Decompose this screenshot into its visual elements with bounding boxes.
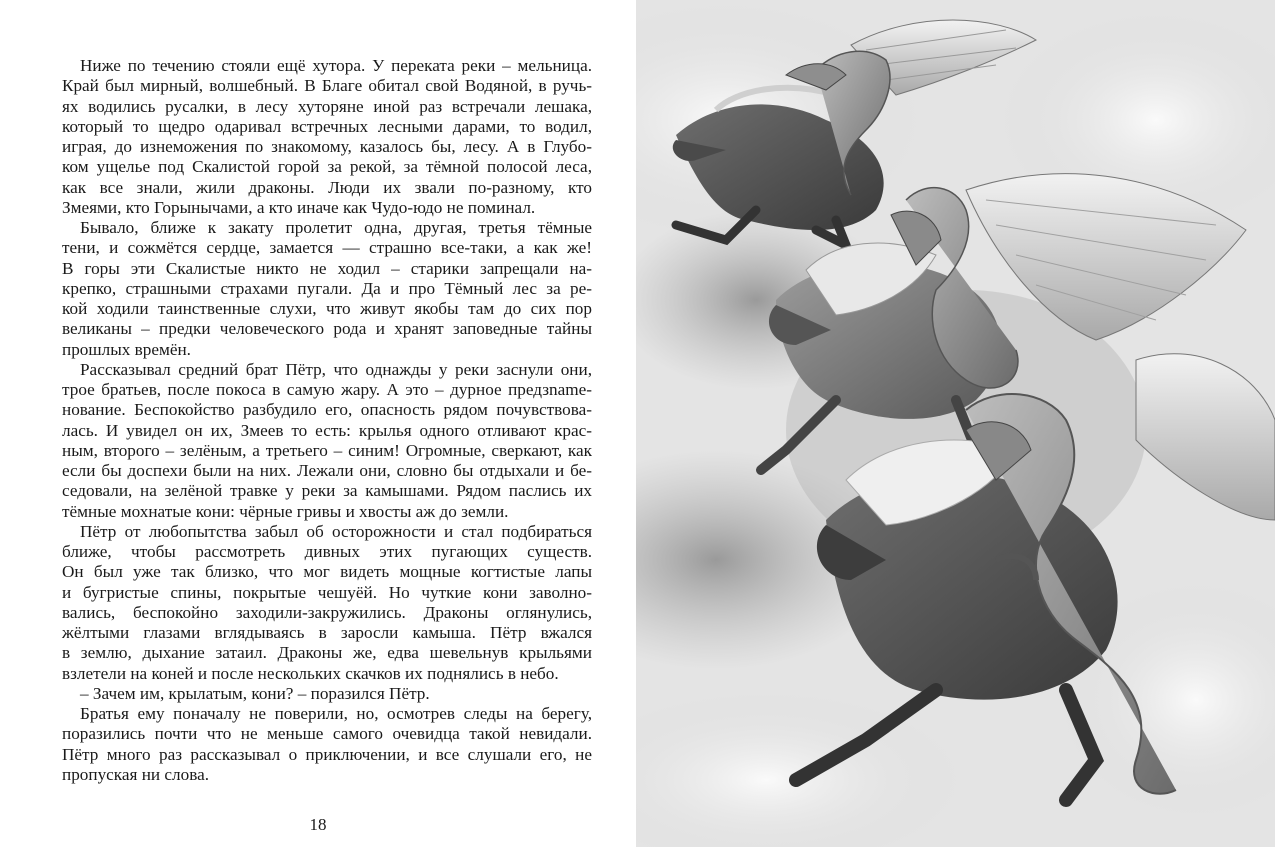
text-line: кой ходили таинственные слухи, что живут якобы там до сих пор <box>62 299 592 318</box>
text-line: Он был уже так близко, что мог видеть мощные когтистые лапы <box>62 562 592 582</box>
text-line: лась. И увидел он их, Змеев то есть: крылья одного отливают крас- <box>62 420 592 440</box>
story-text <box>62 56 592 785</box>
text-line: ближе, чтобы рассмотреть дивных этих пугающих существ. <box>62 542 592 561</box>
text-line: В горы эти Скалистые никто не ходил – старики запрещали на- <box>62 258 592 278</box>
text-line: и бугристые спины, покрытые чешуёй. Но чуткие кони заволно- <box>62 582 592 602</box>
text-line: ком ущелье под Скалистой горой за рекой, за тёмной полосой леса, <box>62 157 592 177</box>
text-line: трое братьев, после покоса в самую жару. А это – дурное предзname- <box>62 380 592 399</box>
text-line: Рассказывал средний брат Пётр, что однажды у реки заснули они, <box>80 359 592 379</box>
text-line: Братья ему поначалу не поверили, но, осмотрев следы на берегу, <box>80 704 592 723</box>
text-line: нование. Беспокойство разбудило его, опасность рядом почувствова- <box>62 400 592 420</box>
text-line: поразились почти что не меньше самого очевидца такой невидали. <box>62 724 592 744</box>
text-line: вались, беспокойно заходили-закружились. Драконы оглянулись, <box>62 602 592 622</box>
text-line: тени, и сожмётся сердце, замается — страшно все-таки, а как же! <box>62 238 592 258</box>
text-line: жёлтыми глазами вглядываясь в заросли камыша. Пётр вжался <box>62 623 592 642</box>
text-line: Ниже по течению стояли ещё хутора. У переката реки – мельница. <box>80 56 592 75</box>
text-line: седовали, на зелёной травке у реки за камышами. Рядом паслись их <box>62 481 592 501</box>
text-line: пропуская ни слова. <box>62 764 210 784</box>
illustration-image <box>636 0 1275 847</box>
page-number: 18 <box>309 815 327 834</box>
text-line: Пётр много раз рассказывал о приключении, и все слушали его, не <box>62 744 592 764</box>
text-line: великаны – предки человеческого рода и хранят заповедные тайны <box>62 319 592 339</box>
dragon-riders-illustration <box>636 0 1275 847</box>
text-line: Пётр от любопытства забыл об осторожности и стал подбираться <box>80 521 592 541</box>
text-line: ным, второго – зелёным, а третьего – синим! Огромные, сверкают, как <box>62 440 592 460</box>
text-line: Край был мирный, волшебный. В Благе обитал свой Водяной, в ручь- <box>62 76 592 96</box>
text-line: – Зачем им, крылатым, кони? – поразился Пётр. <box>80 683 430 703</box>
text-line: как все знали, жили драконы. Люди их звали по-разному, кто <box>62 177 592 197</box>
text-line: Змеями, кто Горынычами, а кто иначе как Чудо-юдо не поминал. <box>62 197 536 217</box>
text-line: ях водились русалки, в лесу хуторяне иной раз встречали лешака, <box>62 96 592 116</box>
text-line: взлетели на коней и после нескольких скачков их поднялись в небо. <box>62 663 559 683</box>
text-line: в землю, дыхание затаил. Драконы же, едва шевельнув крыльями <box>62 643 592 663</box>
text-line: который то щедро одаривал встречных лесными дарами, то водил, <box>62 116 592 136</box>
text-page <box>0 0 636 847</box>
text-line: крепко, страшными страхами пугали. Да и про Тёмный лес за ре- <box>62 278 592 298</box>
text-line: Бывало, ближе к закату пролетит одна, другая, третья тёмные <box>80 218 592 237</box>
text-line: прошлых времён. <box>62 339 191 359</box>
text-line: если бы доспехи были на них. Лежали они, словно бы отдыхали и бе- <box>62 461 592 480</box>
text-line: играя, до изнеможения по знакомому, казалось бы, лесу. А в Глубо- <box>62 137 592 156</box>
text-line: тёмные мохнатые кони: чёрные гривы и хвосты аж до земли. <box>62 501 509 521</box>
